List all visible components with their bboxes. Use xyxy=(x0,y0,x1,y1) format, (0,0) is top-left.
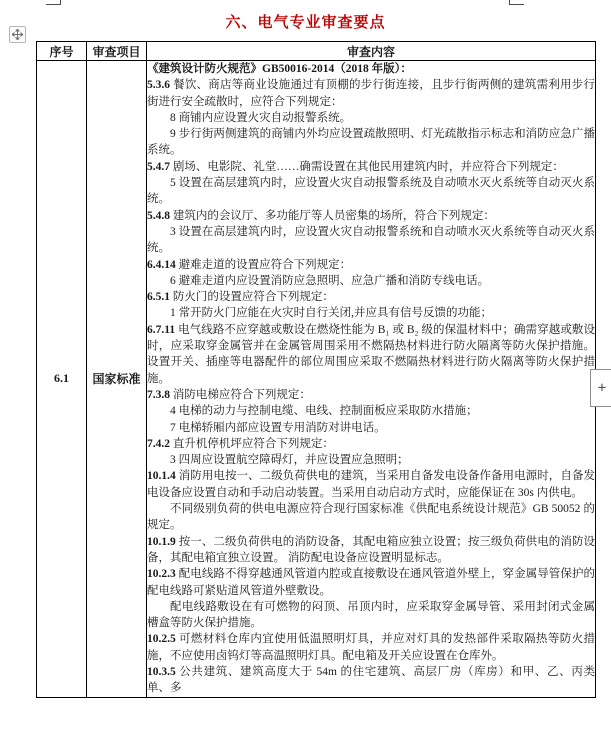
content-paragraph: 3 四周应设置航空障碍灯，并应设置应急照明； xyxy=(170,454,409,467)
left-margin-crop-mark xyxy=(60,0,61,5)
content-paragraph: 7.4.2 直升机停机坪应符合下列规定： xyxy=(147,437,334,450)
review-table xyxy=(36,41,596,698)
content-paragraph: 7 电梯轿厢内部应设置专用消防对讲电话。 xyxy=(170,421,386,434)
content-paragraph: 5.4.7 剧场、电影院、礼堂……确需设置在其他民用建筑内时，并应符合下列规定： xyxy=(147,160,564,173)
item-cell: 国家标准 xyxy=(87,61,147,698)
content-paragraph: 6.4.14 避难走道的设置应符合下列规定： xyxy=(147,258,352,271)
right-margin-crop-mark xyxy=(509,0,510,5)
content-paragraph: 4 电梯的动力与控制电缆、电线、控制面板应采取防水措施； xyxy=(170,405,478,418)
table-row xyxy=(37,61,596,698)
content-paragraph: 8 商铺内应设置火灾自动报警系统。 xyxy=(170,111,352,124)
review-content-cell xyxy=(147,61,596,698)
content-paragraph: 7.3.8 消防电梯应符合下列规定： xyxy=(147,388,311,401)
seq-cell: 6.1 xyxy=(37,61,87,698)
content-paragraph: 配电线路敷设在有可燃物的闷顶、吊顶内时，应采取穿金属导管、采用封闭式金属槽盒等防火保护措施。 xyxy=(147,600,595,630)
content-paragraph: 5 设置在高层建筑内时，应设置火灾自动报警系统及自动喷水灭火系统等自动灭火系统。 xyxy=(147,177,595,206)
content-paragraph: 10.3.5 公共建筑、建筑高度大于 54m 的住宅建筑、高层厂房（库房）和甲、乙、丙类单、多 xyxy=(147,665,595,695)
header-content: 审查内容 xyxy=(147,42,596,61)
content-paragraph: 10.1.9 按一、二级负荷供电的消防设备，其配电箱应独立设置；按三级负荷供电的消防设备，其配电箱宜独立设置。 消防配电设备应设置明显标志。 xyxy=(147,535,596,564)
content-paragraph: 5.4.8 建筑内的会议厅、多功能厅等人员密集的场所，符合下列规定： xyxy=(147,209,495,222)
header-item: 审查项目 xyxy=(87,42,147,61)
content-paragraph: 10.2.5 可燃材料仓库内宜使用低温照明灯具，并应对灯具的发热部件采取隔热等防火措施，不应使用卤钨灯等高温照明灯具。配电箱及开关应设置在仓库外。 xyxy=(147,633,596,662)
content-paragraph: 《建筑设计防火规范》GB50016-2014（2018 年版）： xyxy=(147,63,412,75)
right-margin-crop-mark xyxy=(509,4,524,5)
content-paragraph: 9 步行街两侧建筑的商铺内外均应设置疏散照明、灯光疏散指示标志和消防应急广播系统。 xyxy=(147,128,595,157)
content-paragraph: 5.3.6 餐饮、商店等商业设施通过有顶棚的步行街连接，且步行街两侧的建筑需利用步行街进行安全疏散时，应符合下列规定： xyxy=(147,79,596,108)
table-header-row xyxy=(37,42,596,61)
left-margin-crop-mark xyxy=(46,4,61,5)
expand-plus-button[interactable] xyxy=(590,369,611,407)
content-paragraph: 6.5.1 防火门的设置应符合下列规定： xyxy=(147,291,334,304)
content-paragraph: 10.1.4 消防用电按一、二级负荷供电的建筑，当采用自备发电设备作备用电源时，自备发电设备应设置自动和手动启动装置。当采用自动启动方式时，应能保证在 30s 内供电。 xyxy=(147,470,596,499)
content-paragraph: 3 设置在高层建筑内时，应设置火灾自动报警系统和自动喷水灭火系统等自动灭火系统。 xyxy=(147,225,595,255)
content-paragraph: 6.7.11 电气线路不应穿越或敷设在燃烧性能为 B₁ 或 B₂ 级的保温材料中；确需穿越或敷设时，应采取穿金属管并在金属管周围采用不燃隔热材料进行防火隔离等防火保护措施。设置开关、插座等电器配件的部位周围应采取不燃隔热材料进行防火隔离等防火保护措施。 xyxy=(147,323,595,385)
content-paragraph: 6 避难走道内应设置消防应急照明、应急广播和消防专线电话。 xyxy=(170,274,490,287)
content-paragraph: 10.2.3 配电线路不得穿越通风管道内腔或直接敷设在通风管道外壁上，穿金属导管保护的配电线路可紧贴道风管道外壁敷设。 xyxy=(147,568,596,597)
content-paragraph: 不同级别负荷的供电电源应符合现行国家标准《供配电系统设计规范》GB 50052 的规定。 xyxy=(147,503,595,532)
content-paragraph: 1 常开防火门应能在火灾时自行关闭,并应具有信号反馈的功能； xyxy=(170,307,492,320)
header-seq: 序号 xyxy=(37,42,87,61)
plus-icon: + xyxy=(597,380,607,396)
page-title: 六、电气专业审查要点 xyxy=(225,15,386,31)
